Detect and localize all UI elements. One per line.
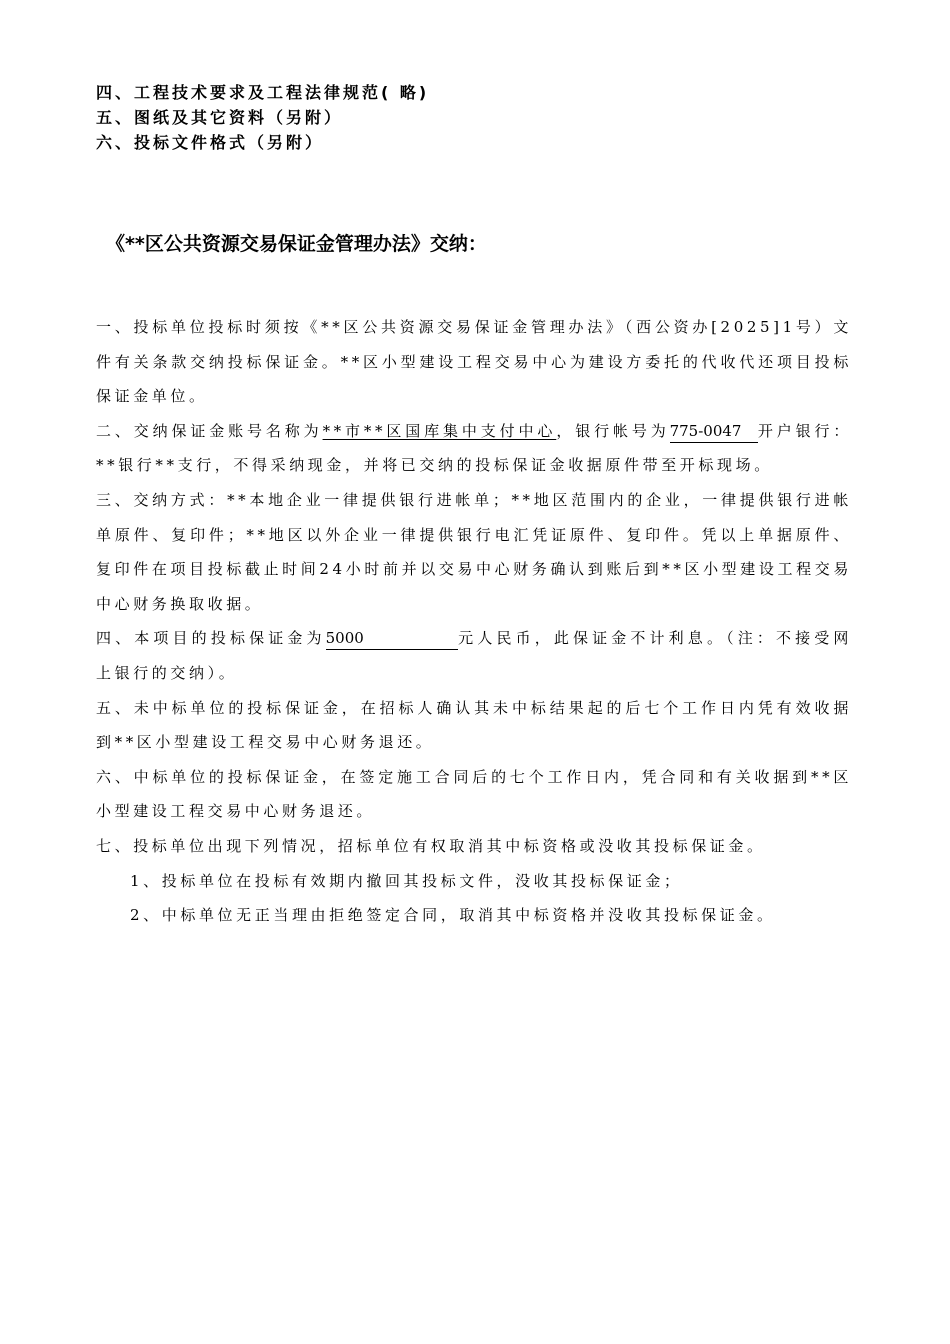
paragraph-2-text-c: 开户银行：**银行**支行，不得采纳现金，并将已交纳的投标保证金收据原件带至开标现场。 — [96, 421, 852, 475]
document-body — [96, 310, 852, 933]
paragraph-2-text-a: 二、交纳保证金账号名称为 — [96, 421, 323, 440]
deposit-amount: 5000 — [326, 627, 458, 650]
paragraph-1: 一、投标单位投标时须按《**区公共资源交易保证金管理办法》（西公资办[2025]1号）文件有关条款交纳投标保证金。**区小型建设工程交易中心为建设方委托的代收代还项目投标保证金单位。 — [96, 318, 852, 406]
paragraph-3: 三、交纳方式：**本地企业一律提供银行进帐单；**地区范围内的企业，一律提供银行进帐单原件、复印件；**地区以外企业一律提供银行电汇凭证原件、复印件。凭以上单据原件、复印件在项目投标截止时间24小时前并以交易中心财务确认到账后到**区小型建设工程交易中心财务换取收据。 — [96, 490, 852, 613]
paragraph-2-text-b: ，银行帐号为 — [556, 421, 670, 440]
paragraph-4-text-b: 元人民币，此保证金不计利息。（注：不接受网上银行的交纳）。 — [96, 629, 852, 682]
sub-item-1: 1、投标单位在投标有效期内撤回其投标文件，没收其投标保证金； — [130, 871, 683, 890]
paragraph-2 — [96, 414, 852, 483]
heading-5: 五、图纸及其它资料（另附） — [96, 108, 344, 127]
paragraph-4-text-a: 四、本项目的投标保证金为 — [96, 629, 326, 648]
paragraph-7: 七、投标单位出现下列情况，招标单位有权取消其中标资格或没收其投标保证金。 — [96, 836, 766, 855]
account-number: 775-0047 — [670, 420, 758, 443]
paragraph-5: 五、未中标单位的投标保证金，在招标人确认其未中标结果起的后七个工作日内凭有效收据到**区小型建设工程交易中心财务退还。 — [96, 698, 852, 752]
sub-item-2: 2、中标单位无正当理由拒绝签定合同，取消其中标资格并没收其投标保证金。 — [130, 906, 776, 925]
account-name: **市**区国库集中支付中心 — [322, 421, 557, 440]
section-title: 《**区公共资源交易保证金管理办法》交纳： — [106, 233, 487, 255]
paragraph-6: 六、中标单位的投标保证金，在签定施工合同后的七个工作日内，凭合同和有关收据到**区小型建设工程交易中心财务退还。 — [96, 767, 852, 821]
heading-6: 六、投标文件格式（另附） — [96, 133, 325, 152]
heading-4: 四、工程技术要求及工程法律规范( 略) — [96, 83, 430, 102]
section-headings — [96, 80, 429, 155]
paragraph-4 — [96, 621, 852, 690]
